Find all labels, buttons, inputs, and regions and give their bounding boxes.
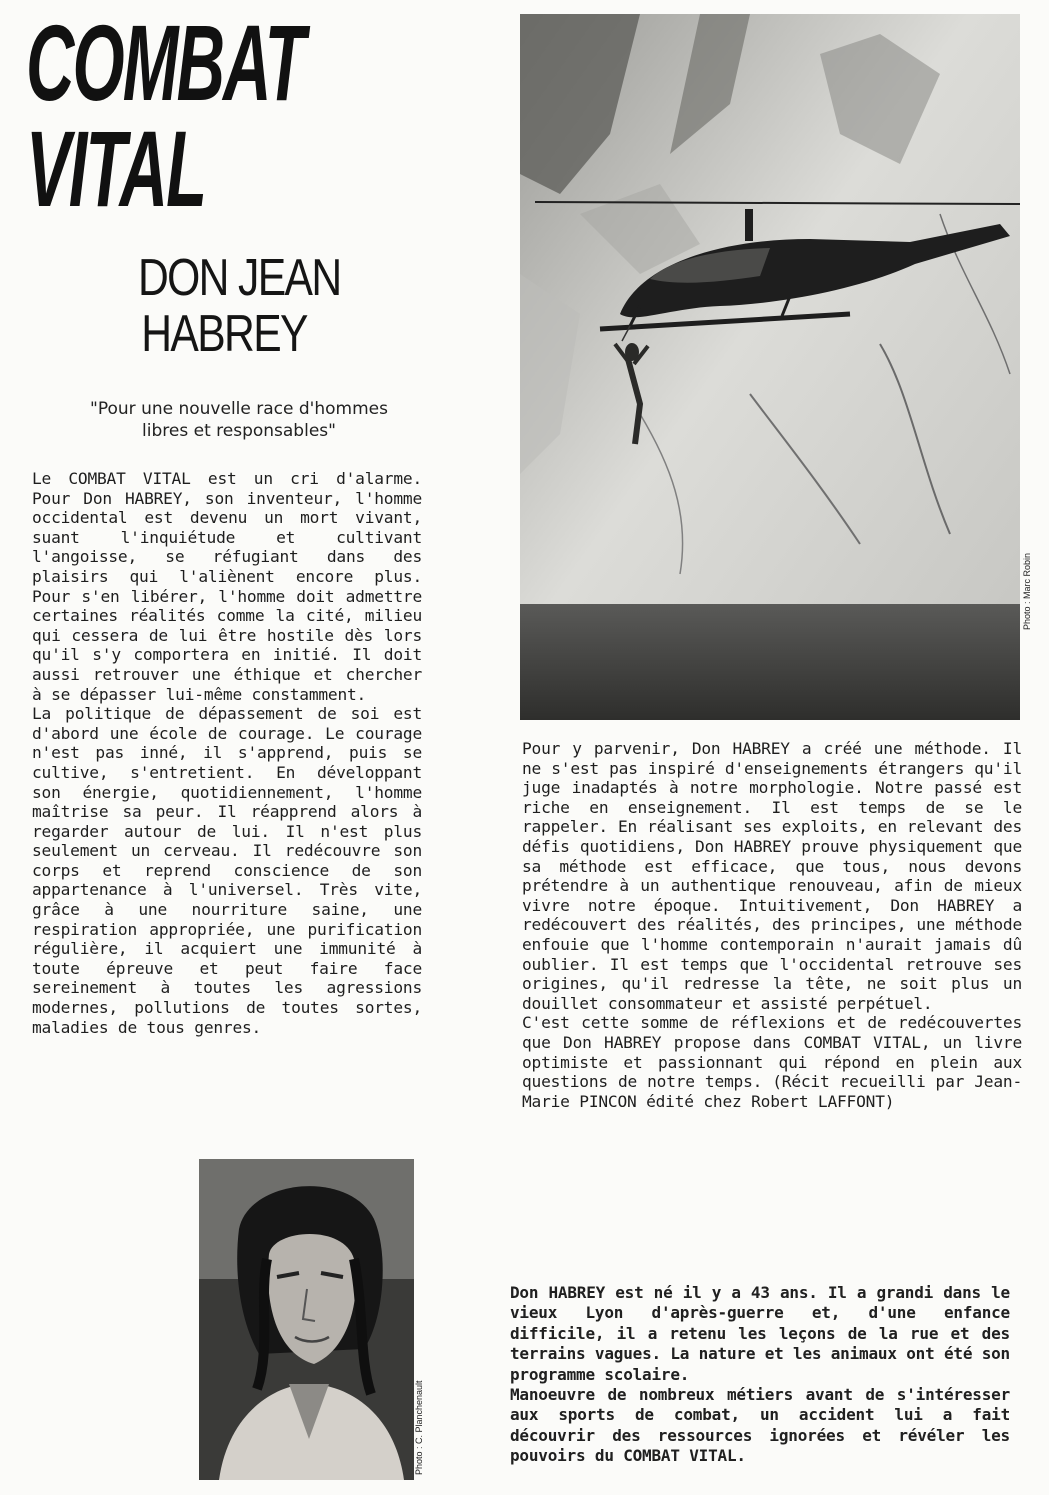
left-paragraph-1: Le COMBAT VITAL est un cri d'alarme. Pour Don HABREY, son inventeur, l'homme occidental est devenu un mort vivant, suant l'inquiétude et cultivant l'angoisse, se réfugiant dans des plaisirs qui l'aliènent encore plus. Pour s'en libérer, l'homme doit admettre certaines réalités comme la cité, milieu qui cessera de lui être hostile dès lors qu'il s'y comportera en initié. Il doit aussi retrouver une éthique et chercher à se dépasser lui-même constamment. [32, 469, 422, 704]
title-line-1: COMBAT [26, 2, 304, 123]
biography-text-column [510, 1283, 1010, 1467]
quote-line-2: libres et responsables" [142, 421, 336, 441]
quote-line-1: "Pour une nouvelle race d'hommes [90, 399, 388, 419]
main-photo-credit: Photo : Marc Robin [1022, 552, 1032, 630]
article-title [26, 2, 304, 229]
author-line-2: HABREY [141, 305, 307, 363]
author-name [138, 250, 384, 362]
title-line-2: VITAL [26, 108, 206, 229]
author-portrait-photo [199, 1159, 414, 1480]
left-paragraph-2: La politique de dépassement de soi est d'abord une école de courage. Le courage n'est pas inné, il s'apprend, puis se cultive, s'entretient. En développant son énergie, quotidiennement, l'homme maîtrise sa peur. Il réapprend alors à regarder autour de lui. Il n'est plus seulement un cerveau. Il redécouvre son corps et reprend conscience de son appartenance à l'universel. Très vite, grâce à une nourriture saine, une respiration appropriée, une purification régulière, il acquiert une immunité à toute épreuve et peut faire face sereinement à toutes les agressions modernes, pollutions de toutes sortes, maladies de tous genres. [32, 704, 422, 1037]
right-text-column [522, 739, 1022, 1111]
bio-paragraph-1: Don HABREY est né il y a 43 ans. Il a grandi dans le vieux Lyon d'après-guerre et, d'une enfance difficile, il a retenu les leçons de la rue et des terrains vagues. La nature et les animaux ont été son programme scolaire. [510, 1283, 1010, 1384]
bio-paragraph-2: Manoeuvre de nombreux métiers avant de s'intéresser aux sports de combat, un accident lui a fait découvrir des ressources ignorées et révéler les pouvoirs du COMBAT VITAL. [510, 1385, 1010, 1466]
right-paragraph-2: C'est cette somme de réflexions et de redécouvertes que Don HABREY propose dans COMBAT VITAL, un livre optimiste et passionnant qui répond en plein aux questions de notre temps. (Récit recueilli par Jean-Marie PINCON édité chez Robert LAFFONT) [522, 1013, 1022, 1111]
helicopter-cliff-photo [520, 14, 1020, 720]
left-text-column [32, 469, 422, 1037]
right-paragraph-1: Pour y parvenir, Don HABREY a créé une méthode. Il ne s'est pas inspiré d'enseignements étrangers qu'il juge inadaptés à notre morphologie. Notre passé est riche en enseignement. Il est temps de se le rappeler. En réalisant ses exploits, en relevant des défis quotidiens, Don HABREY prouve physiquement que sa méthode est efficace, que tous, nous devons prétendre à un authentique renouveau, afin de mieux vivre notre époque. Intuitivement, Don HABREY a redécouvert des réalités, des principes, une méthode enfouie que l'homme contemporain n'aurait jamais dû oublier. Il est temps que l'occidental retrouve ses origines, qu'il redresse la tête, ne soit plus un douillet consommateur et assisté perpétuel. [522, 739, 1022, 1013]
subtitle-quote [56, 398, 422, 442]
portrait-photo-credit: Photo : C. Planchenault [414, 1380, 424, 1475]
author-line-1: DON JEAN [138, 249, 341, 307]
